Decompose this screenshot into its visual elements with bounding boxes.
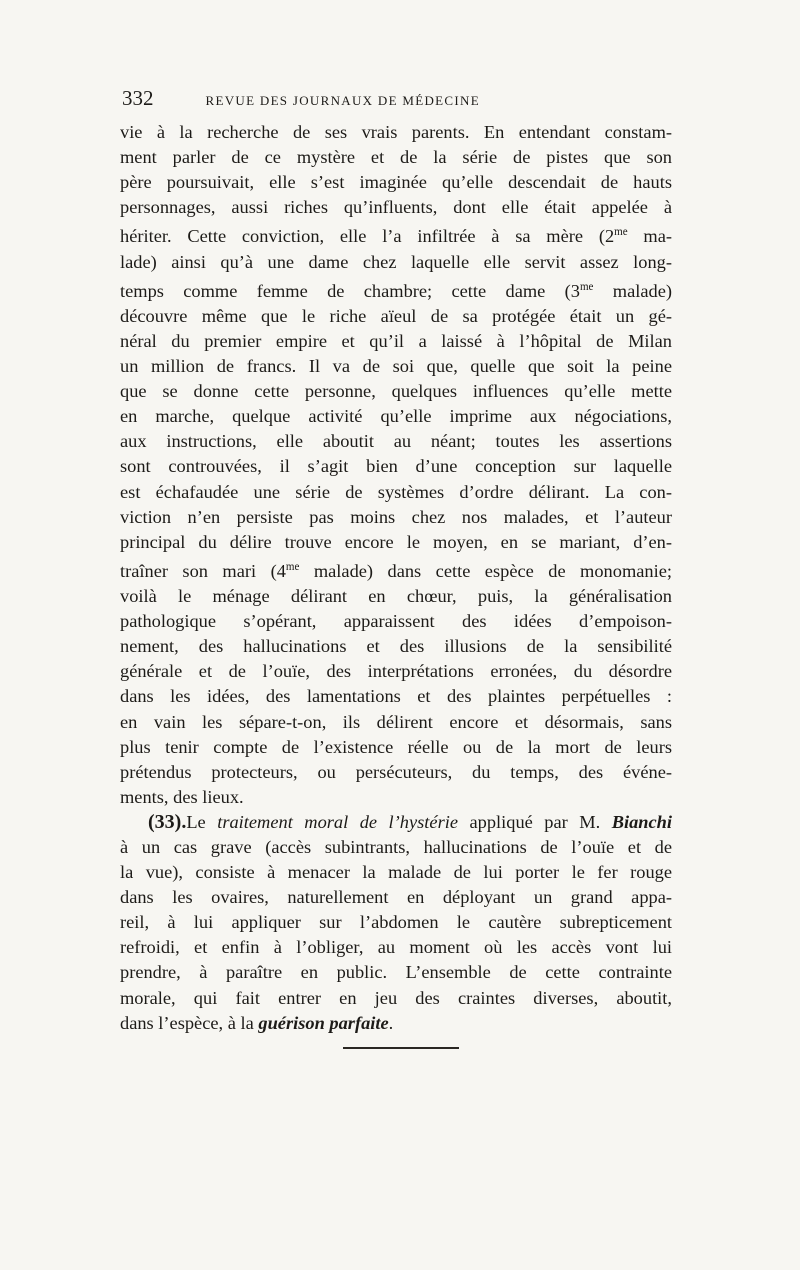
- paragraph-2-last-line: [120, 1011, 672, 1036]
- article-title: traitement moral de l’hystérie: [217, 811, 458, 832]
- paragraph-1-line: aux instructions, elle aboutit au néant; toutes les assertions: [120, 431, 672, 452]
- paragraph-1-line: en vain les sépare-t-on, ils délirent encore et désormais, sans: [120, 711, 672, 732]
- paragraph-1-line: dans les idées, des lamentations et des plaintes perpétuelles :: [120, 686, 672, 707]
- paragraph-2-line: reil, à lui appliquer sur l’abdomen le cautère subrepticement: [120, 912, 672, 933]
- paragraph-2-line: la vue), consiste à menacer la malade de lui porter le fer rouge: [120, 862, 672, 883]
- paragraph-1-line: néral du premier empire et qu’il a laissé à l’hôpital de Milan: [120, 331, 672, 351]
- paragraph-1-line: père poursuivait, elle s’est imaginée qu’elle descendait de hauts: [120, 172, 672, 193]
- paragraph-1-line: voilà le ménage délirant en chœur, puis, la généralisation: [120, 586, 672, 607]
- paragraph-1: [120, 120, 672, 810]
- paragraph-1-line: sont controuvées, il s’agit bien d’une conception sur laquelle: [120, 456, 672, 477]
- paragraph-2-line: à un cas grave (accès subintrants, hallucinations de l’ouïe et de: [120, 837, 672, 857]
- paragraph-1-line: ments, des lieux.: [120, 786, 244, 807]
- paragraph-1-line: temps comme femme de chambre; cette dame ($3^{me}$ malade): [120, 280, 672, 301]
- paragraph-1-line: ment parler de ce mystère et de la série de pistes que son: [120, 147, 672, 168]
- paragraph-1-line: personnages, aussi riches qu’influents, dont elle était appelée à: [120, 197, 672, 218]
- paragraph-1-line: principal du délire trouve encore le moyen, en se mariant, d’en-: [120, 531, 672, 552]
- last-line-lead: dans l’espèce, à la: [120, 1012, 259, 1033]
- paragraph-2-line: prendre, à paraître en public. L’ensemble de cette contrainte: [120, 962, 672, 983]
- paragraph-1-line: nement, des hallucinations et des illusions de la sensibilité: [120, 636, 672, 657]
- lead-text: Le: [186, 811, 218, 832]
- after-title-text: appliqué par M.: [458, 811, 612, 832]
- paragraph-2-lines: [120, 835, 672, 1011]
- paragraph-1-line: découvre même que le riche aïeul de sa protégée était un gé-: [120, 305, 672, 326]
- paragraph-1-line: viction n’en persiste pas moins chez nos malades, et l’auteur: [120, 506, 672, 527]
- conclusion-phrase: guérison parfaite: [258, 1012, 389, 1033]
- last-line-end: .: [388, 1012, 394, 1033]
- paragraph-2-line: dans les ovaires, naturellement en déployant un grand appa-: [120, 887, 672, 908]
- paragraph-1-line: un million de francs. Il va de soi que, quelle que soit la peine: [120, 356, 672, 377]
- paragraph-1-line: en marche, quelque activité qu’elle imprime aux négociations,: [120, 406, 672, 427]
- body-text: [120, 120, 672, 1036]
- paragraph-1-line: prétendus protecteurs, ou persécuteurs, du temps, des événe-: [120, 761, 672, 782]
- document-page: [120, 86, 672, 1036]
- paragraph-2: [120, 810, 672, 1036]
- page-header: [120, 86, 672, 120]
- paragraph-2-line: morale, qui fait entrer en jeu des craintes diverses, aboutit,: [120, 987, 672, 1008]
- running-title: REVUE DES JOURNAUX DE MÉDECINE: [205, 93, 480, 108]
- paragraph-1-line: pathologique s’opérant, apparaissent des idées d’empoison-: [120, 611, 672, 632]
- paragraph-1-line: générale et de l’ouïe, des interprétations erronées, du désordre: [120, 661, 672, 682]
- section-number: (33).: [148, 810, 187, 833]
- page-number: 332: [122, 86, 154, 110]
- paragraph-1-line: lade) ainsi qu’à une dame chez laquelle elle servit assez long-: [120, 251, 672, 272]
- author-name: Bianchi: [611, 811, 672, 832]
- paragraph-2-line: refroidi, et enfin à l’obliger, au moment où les accès vont lui: [120, 937, 672, 958]
- paragraph-1-line: vie à la recherche de ses vrais parents. En entendant constam-: [120, 122, 672, 142]
- paragraph-1-line: traîner son mari ($4^{me}$ malade) dans cette espèce de monomanie;: [120, 560, 672, 581]
- paragraph-1-line: est échafaudée une série de systèmes d’ordre délirant. La con-: [120, 481, 672, 502]
- paragraph-1-line: hériter. Cette conviction, elle l’a infiltrée à sa mère ($2^{me}$ ma-: [120, 226, 672, 247]
- end-rule: [343, 1047, 459, 1049]
- paragraph-1-line: plus tenir compte de l’existence réelle ou de la mort de leurs: [120, 736, 672, 757]
- paragraph-1-line: que se donne cette personne, quelques influences qu’elle mette: [120, 381, 672, 402]
- paragraph-2-first-line: [120, 810, 672, 835]
